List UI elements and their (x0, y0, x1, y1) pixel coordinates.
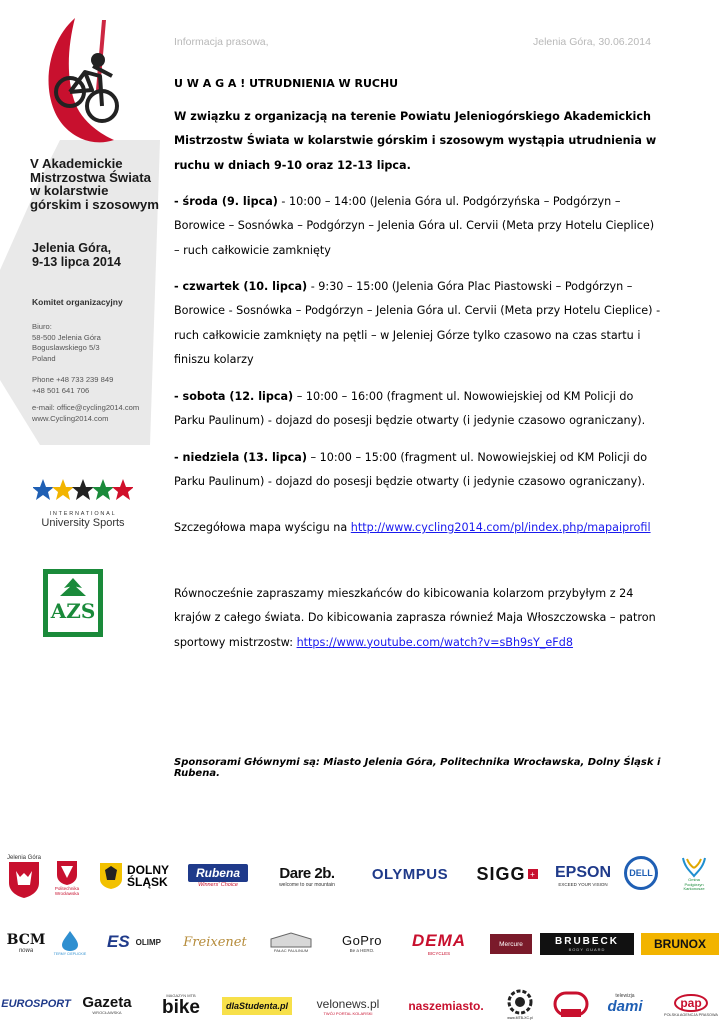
dare-label: Dare 2b. (279, 864, 335, 882)
np-emblem-icon (553, 991, 589, 1019)
gazeta-tagline: WROCŁAWSKA (92, 1010, 122, 1015)
event-place: Jelenia Góra, 9-13 lipca 2014 (32, 241, 121, 269)
event-title: V Akademickie Mistrzostwa Świata w kolarstwie górskim i szosowym (30, 156, 159, 212)
rubena-tagline: Winners' Choice (198, 882, 238, 888)
brubeck-label: BRUBECK (555, 936, 619, 947)
bcm-logo (6, 928, 46, 958)
pap-tagline: POLSKA AGENCJA PRASOWA (664, 1012, 718, 1017)
epson-logo (550, 860, 616, 890)
pap-logo (660, 990, 722, 1020)
brubeck-tagline: BODY GUARD (568, 947, 606, 952)
eagle-shield-icon (99, 862, 123, 890)
politechnika-logo (50, 855, 84, 901)
velonews-logo (302, 994, 394, 1018)
cyclist-logo (30, 10, 140, 160)
schedule-day: - sobota (12. lipca) (174, 390, 294, 403)
palac-label: PAŁAC PAULINUM (273, 947, 309, 953)
swiss-cross-icon: + (528, 869, 538, 879)
gazeta-logo (76, 992, 138, 1018)
warning-heading: U W A G A ! UTRUDNIENIA W RUCHU (174, 77, 399, 90)
schedule-item-wed (174, 190, 662, 263)
shield-icon (56, 860, 78, 886)
mercure-logo (490, 934, 532, 954)
es-olimp-logo (93, 930, 175, 954)
schedule-text: – 10:00 – 15:00 (fragment ul. Nowowiejskiej od KM Policji do Parku Paulinum) - dojazd do posesji będzie otwarty (i jedynie czasowo ograniczany). (174, 451, 648, 489)
map-link[interactable]: http://www.cycling2014.com/pl/index.php/mapaiprofil (350, 521, 651, 534)
dami-logo (600, 988, 650, 1020)
palace-icon (269, 932, 313, 948)
brunox-label: BRUNOX (653, 937, 706, 951)
sigg-label: SIGG (476, 863, 526, 884)
press-release-label: Informacja prasowa, (174, 36, 269, 48)
olympus-label: OLYMPUS (371, 865, 449, 883)
gear-icon (506, 988, 534, 1016)
schedule-day: - niedziela (13. lipca) (174, 451, 307, 464)
intl-label: INTERNATIONAL (49, 511, 117, 517)
schedule-day: - czwartek (10. lipca) (174, 280, 308, 293)
sidebar (0, 0, 165, 660)
bike-logo (152, 990, 210, 1020)
mtbxc-label: www.MTB-XC.pl (507, 1016, 533, 1020)
rubena-label: Rubena (188, 864, 248, 882)
invite-paragraph (174, 582, 662, 655)
bike-label: bike (161, 997, 201, 1018)
freixenet-logo (180, 928, 250, 956)
dema-logo (398, 930, 480, 956)
dell-logo (624, 856, 658, 890)
mtbxc-logo (500, 986, 540, 1022)
rubena-logo (182, 861, 254, 891)
schedule-text: – 10:00 – 16:00 (fragment ul. Nowowiejskiej od KM Policji do Parku Paulinum) - dojazd do posesji będzie otwarty (i jedynie czasowo ograniczany). (174, 390, 646, 428)
dami-label: dami (607, 998, 643, 1015)
bcm-label: BCM (6, 932, 46, 948)
dare-tagline: welcome to our mountain (279, 881, 335, 888)
brunox-logo (641, 933, 719, 955)
olimp-label: OLIMP (135, 937, 162, 947)
schedule-item-sat (174, 385, 662, 434)
dolny-slask-logo (90, 860, 178, 892)
es-label: ES (106, 932, 130, 951)
intro-paragraph: W związku z organizacją na terenie Powiatu Jeleniogórskiego Akademickich Mistrzostw Świata w kolarstwie górskim i szosowym wystąpia utrudnienia w ruchu w dniach 9-10 oraz 12-13 lipca. (174, 110, 657, 172)
naszemiasto-logo (400, 996, 492, 1016)
dema-tagline: BICYCLES (427, 950, 451, 956)
gazeta-label: Gazeta (82, 994, 132, 1011)
naszemiasto-label: naszemiasto. (408, 999, 484, 1013)
schedule-item-sun (174, 446, 662, 495)
epson-tagline: EXCEED YOUR VISION (558, 881, 608, 887)
gopro-logo (330, 930, 394, 956)
committee-label: Komitet organizacyjny (32, 297, 123, 307)
dlastudenta-logo (222, 997, 292, 1015)
gopro-label: GoPro (341, 933, 383, 948)
gmina-label: Gmina Podgórzyn Karkonosze (683, 877, 705, 892)
eurosport-label: EUROSPORT (1, 998, 71, 1010)
schedule-text: - 9:30 – 15:00 (Jelenia Góra Plac Piastowski – Podgórzyn – Borowice - Sosnówka – Podgórzyn – Jelenia Góra ul. Cervii (Meta przy Hotelu Cieplice) - ruch całkowicie zamknięty na pętli – w Jeleniej Górze tylko czasowo na czas startu i finiszu kolarzy (174, 280, 661, 367)
eurosport-logo (2, 992, 70, 1016)
office-address: Biuro: 58-500 Jelenia Góra Boguslawskiego 5/3 Poland (32, 322, 101, 363)
pap-label: pap (674, 994, 707, 1012)
stars-icon (33, 478, 133, 504)
freixenet-label: Freixenet (183, 934, 247, 950)
dell-label: DELL (629, 868, 653, 878)
velonews-tagline: TWÓJ PORTAL KOLARSKI (323, 1010, 373, 1016)
sponsors-line: Sponsorami Głównymi są: Miasto Jelenia Góra, Politechnika Wrocławska, Dolny Śląsk i Rubena. (174, 757, 661, 779)
video-link[interactable]: https://www.youtube.com/watch?v=sBh9sY_eFd8 (296, 635, 573, 649)
dolny-label: DOLNY ŚLĄSK (127, 863, 169, 889)
mercure-label: Mercure (499, 940, 523, 948)
termy-label: TERMY CIEPLICKIE (53, 952, 87, 956)
jelenia-label: Jelenia Góra (6, 855, 42, 861)
invite-text: Równocześnie zapraszamy mieszkańców do kibicowania kolarzom przybyłym z 24 krajów z całego świata. Do kibicowania zaprasza równieź Maja Włoszczowska – patron sportowy mistrzostw: (174, 587, 656, 649)
gopro-tagline: Be a HERO. (349, 948, 375, 953)
dlastudenta-label: dlaStudenta.pl (225, 1001, 288, 1011)
dare2b-logo (266, 862, 348, 890)
brubeck-logo (540, 933, 634, 955)
sigg-logo (472, 862, 542, 886)
azs-logo (42, 568, 104, 638)
phone-numbers: Phone +48 733 239 849 +48 501 641 706 (32, 375, 114, 395)
np-logo (548, 990, 594, 1020)
contact-web: e-mail: office@cycling2014.com www.Cycling2014.com (32, 403, 140, 423)
dami-tagline: telewizja (615, 993, 635, 999)
shield-icon (8, 861, 40, 899)
termy-logo (52, 926, 88, 960)
bike-top-label: MAGAZYN MTB (166, 993, 196, 998)
antlers-icon (679, 856, 709, 878)
schedule-item-thu (174, 275, 662, 373)
schedule-day: - środa (9. lipca) (174, 195, 278, 208)
jelenia-gora-logo (4, 852, 44, 902)
azs-text: AZS (50, 599, 96, 623)
map-prefix: Szczegółowa mapa wyścigu na (174, 521, 351, 534)
olympus-logo (360, 862, 460, 886)
epson-label: EPSON (554, 863, 611, 881)
usports-label: University Sports (41, 517, 125, 529)
palac-logo (260, 926, 322, 958)
fisu-logo (28, 478, 138, 529)
water-drop-icon (60, 930, 80, 952)
velonews-label: velonews.pl (316, 996, 380, 1011)
bcm-tagline: nowa (18, 948, 34, 954)
release-date: Jelenia Góra, 30.06.2014 (533, 36, 651, 48)
map-paragraph (174, 516, 662, 540)
schedule-text: - 10:00 – 14:00 (Jelenia Góra ul. Podgórzyńska – Podgórzyn – Borowice – Sosnówka – Podgórzyn – Jelenia Góra ul. Cervii (Meta przy Hotelu Cieplice) – ruch całkowicie zamknięty (174, 195, 655, 257)
politechnika-label: Politechnika Wrocławska (54, 886, 80, 896)
podgorzyn-logo (666, 852, 722, 896)
dema-label: DEMA (411, 930, 467, 950)
